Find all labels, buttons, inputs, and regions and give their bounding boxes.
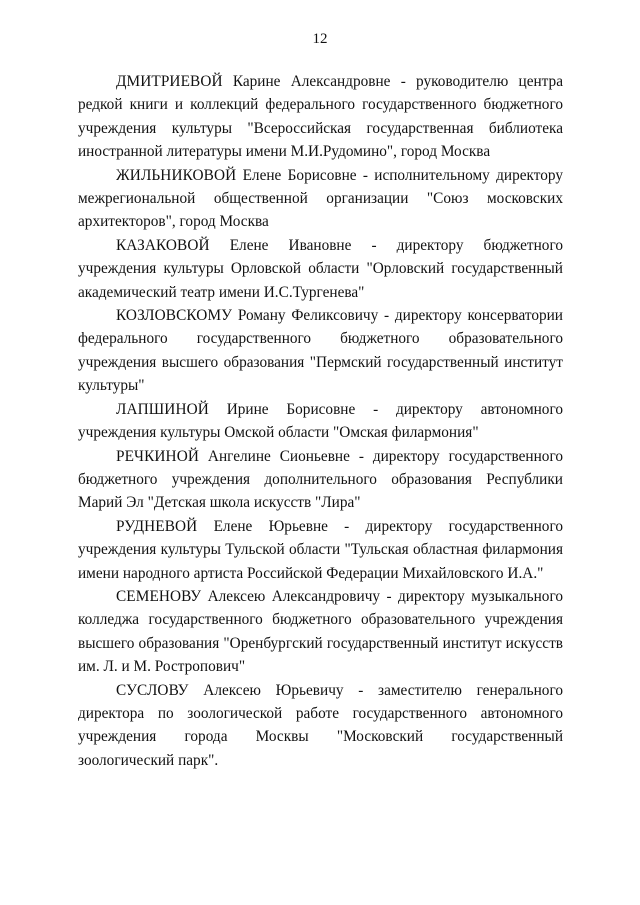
awardee-surname: ДМИТРИЕВОЙ — [116, 73, 223, 90]
awardee-details: Алексею Александровичу - директору музыкального колледжа государственного бюджетного образовательного учреждения высшего образования "Оренбургский государственный институт искусств им. Л. и М. Ростропович" — [78, 587, 563, 676]
awardee-details: Роману Феликсовичу - директору консерватории федерального государственного бюджетного образовательного учреждения высшего образования "Пермский государственный институт культуры" — [78, 307, 563, 395]
awardee-details: Алексею Юрьевичу - заместителю генерального директора по зоологической работе государственного автономного учреждения города Москвы "Московский государственный зоологический парк". — [78, 681, 563, 769]
awardee-surname: РУДНЕВОЙ — [116, 517, 198, 535]
awardee-details: Елене Борисовне - исполнительному директору межрегиональной общественной организации "Союз московских архитекторов", город Москва — [78, 166, 563, 231]
awardee-surname: ЛАПШИНОЙ — [116, 400, 209, 418]
awardee-entry — [78, 585, 563, 679]
awardee-details: Ангелине Сионьевне - директору государственного бюджетного учреждения дополнительного образования Республики Марий Эл "Детская школа искусств "Лира" — [78, 447, 563, 512]
awardee-surname: СУСЛОВУ — [116, 681, 189, 699]
awardee-surname: РЕЧКИНОЙ — [116, 447, 199, 465]
awardee-entry — [78, 164, 563, 234]
awardee-surname: СЕМЕНОВУ — [116, 587, 202, 605]
awardee-entry — [78, 679, 563, 773]
awardee-entry — [78, 234, 563, 304]
awardee-details: Ирине Борисовне - директору автономного учреждения культуры Омской области "Омская филармония" — [78, 400, 563, 442]
awardee-surname: ЖИЛЬНИКОВОЙ — [116, 166, 237, 184]
page-number: 12 — [312, 31, 328, 47]
awardee-surname: КОЗЛОВСКОМУ — [116, 307, 233, 325]
awardee-details: Елене Юрьевне - директору государственного учреждения культуры Тульской области "Тульская областная филармония имени народного артиста Российской Федерации Михайловского И.А." — [78, 517, 563, 582]
awardee-entry — [78, 445, 563, 515]
awardee-entry — [78, 304, 563, 398]
awardee-details: Елене Ивановне - директору бюджетного учреждения культуры Орловской области "Орловский государственный академический театр имени И.С.Тургенева" — [78, 236, 563, 301]
awardee-surname: КАЗАКОВОЙ — [116, 236, 210, 254]
awardee-details: Карине Александровне - руководителю центра редкой книги и коллекций федерального государственного бюджетного учреждения культуры "Всероссийская государственная библиотека иностранной литературы имени М.И.Рудомино", город Москва — [78, 73, 563, 161]
awardee-list — [78, 70, 563, 772]
awardee-entry — [78, 398, 563, 445]
awardee-entry — [78, 515, 563, 585]
awardee-entry — [78, 70, 563, 164]
